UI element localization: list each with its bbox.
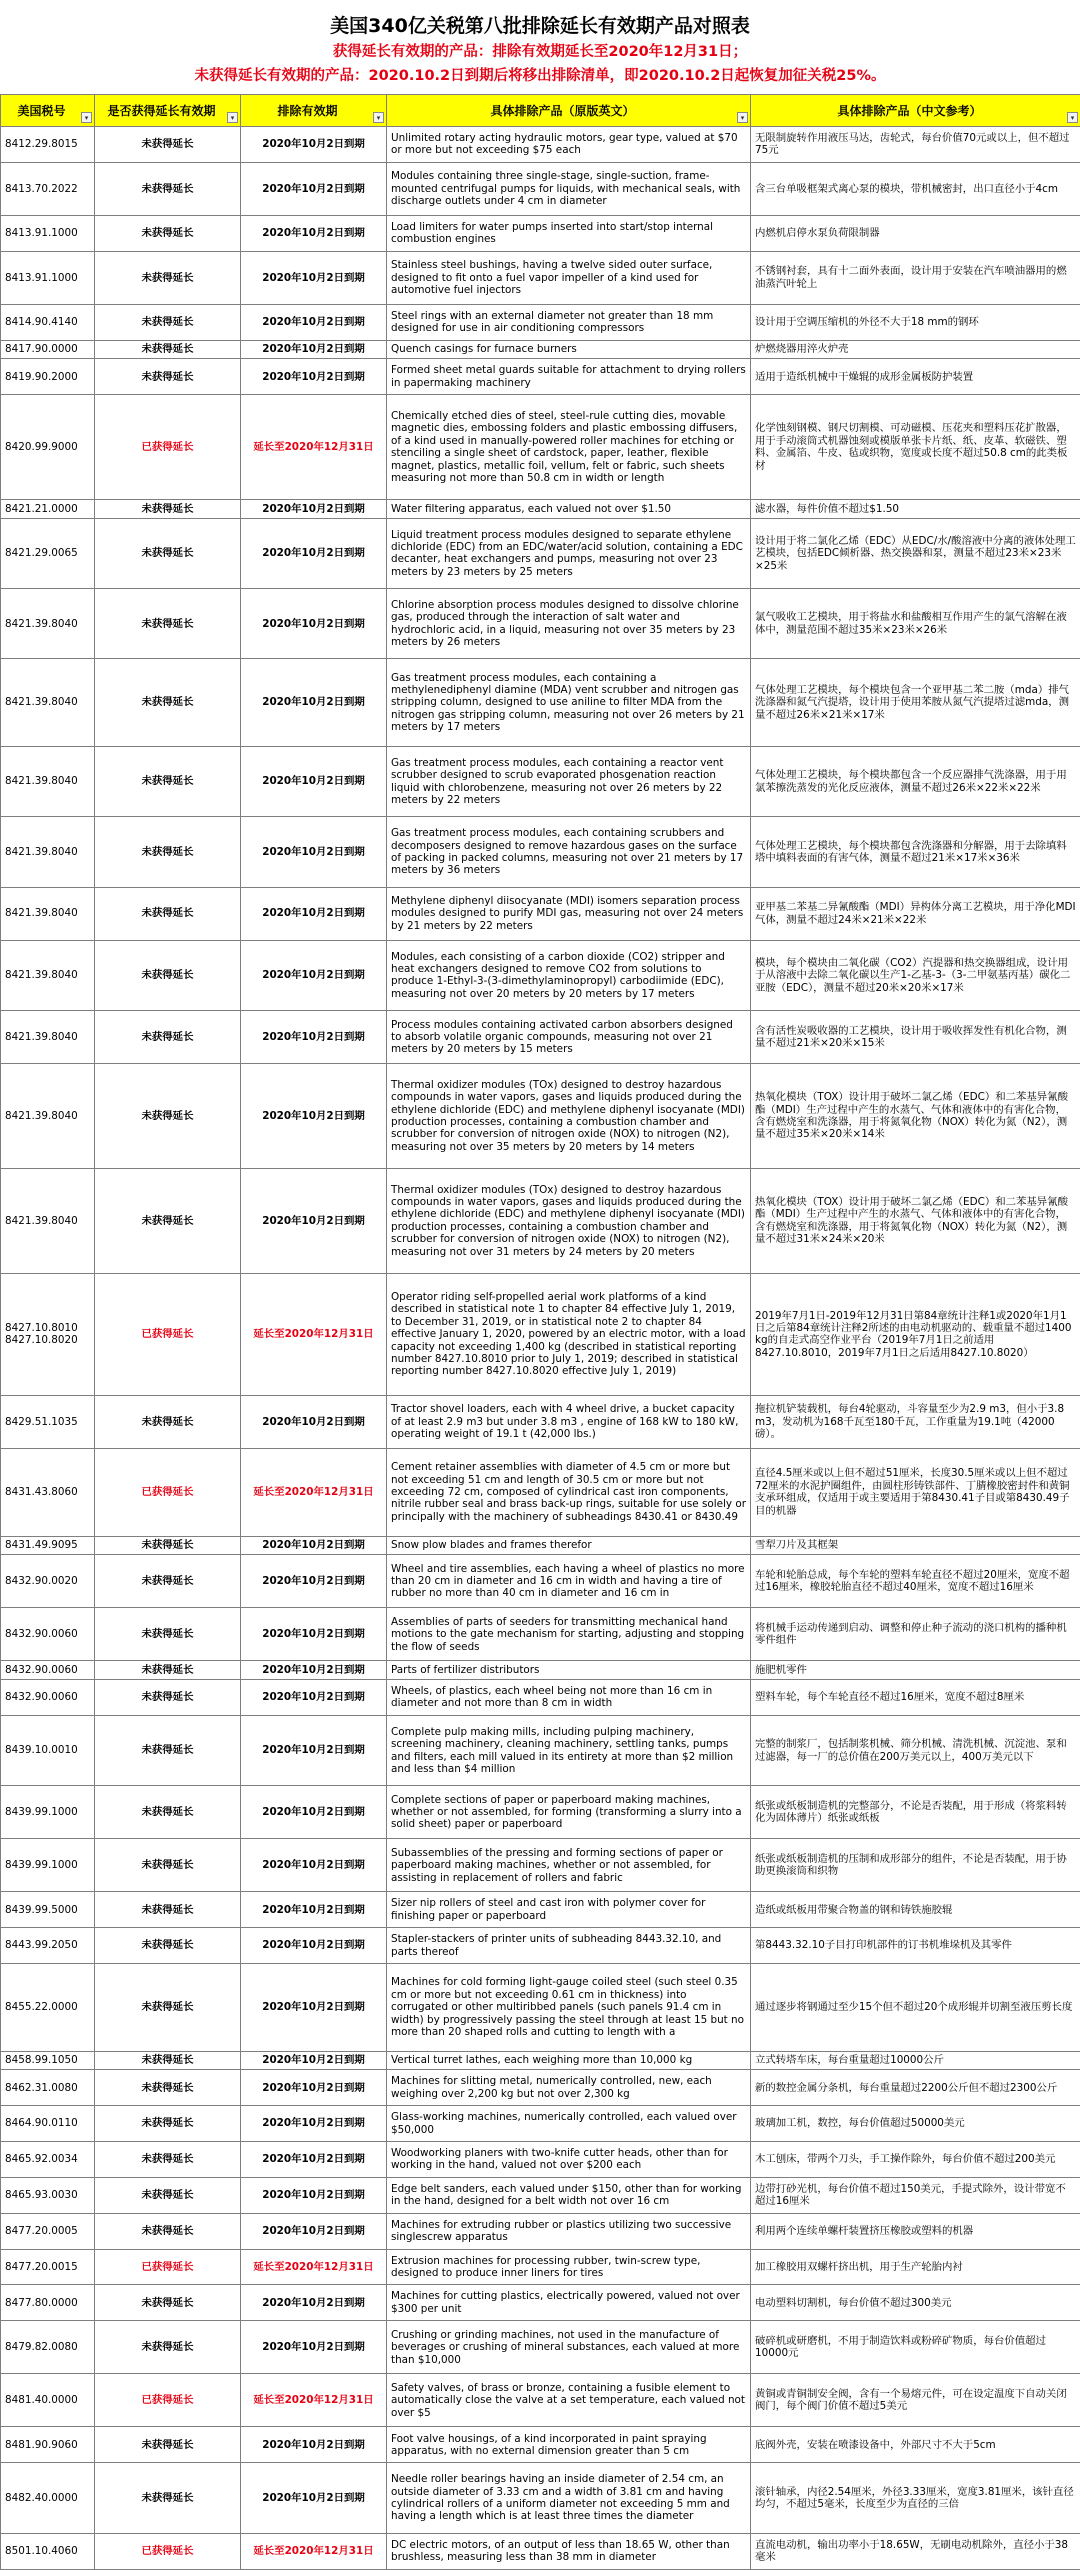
- cell-hts-code[interactable]: 8421.29.0065: [1, 518, 95, 588]
- cell-description-english[interactable]: Snow plow blades and frames therefor: [387, 1536, 751, 1555]
- cell-validity-date[interactable]: 2020年10月2日到期: [241, 162, 387, 215]
- cell-extension-status[interactable]: 未获得延长: [95, 1679, 241, 1715]
- table-row: [1, 2374, 1080, 2427]
- cell-extension-status[interactable]: 未获得延长: [95, 2213, 241, 2249]
- cell-description-chinese[interactable]: 纸张或纸板制造机的完整部分，不论是否装配，用于形成（将浆料转化为固体薄片）纸张或纸板: [751, 1786, 1080, 1839]
- cell-hts-code[interactable]: 8417.90.0000: [1, 340, 95, 359]
- table-row: [1, 1661, 1080, 1680]
- cell-validity-date[interactable]: 2020年10月2日到期: [241, 1661, 387, 1680]
- cell-extension-status[interactable]: 未获得延长: [95, 589, 241, 659]
- cell-hts-code[interactable]: 8413.91.1000: [1, 251, 95, 304]
- table-row: [1, 1892, 1080, 1928]
- cell-hts-code[interactable]: 8421.39.8040: [1, 1168, 95, 1273]
- cell-description-chinese[interactable]: 热氧化模块（TOX）设计用于破坏二氯乙烯（EDC）和二苯基异氰酸酯（MDI）生产过程中产生的水蒸气、气体和液体中的有害化合物，含有燃烧室和洗涤器，用于将氮氧化物（NOX）转化为氮（N2），测量不超过31米×24米×20米: [751, 1168, 1080, 1273]
- table-row: [1, 817, 1080, 887]
- cell-hts-code[interactable]: 8421.39.8040: [1, 589, 95, 659]
- column-header-label: 排除有效期: [277, 104, 338, 118]
- cell-validity-date[interactable]: 2020年10月2日到期: [241, 1715, 387, 1785]
- table-row: [1, 2177, 1080, 2213]
- column-header-label: 具体排除产品（原版英文）: [490, 104, 635, 118]
- cell-hts-code[interactable]: 8413.70.2022: [1, 162, 95, 215]
- cell-extension-status[interactable]: 未获得延长: [95, 2285, 241, 2321]
- cell-description-english[interactable]: Foot valve housings, of a kind incorporated in paint spraying apparatus, with no external dimension greater than 5 cm: [387, 2427, 751, 2463]
- cell-description-english[interactable]: Subassemblies of the pressing and forming sections of paper or paperboard making machines, whether or not assembled, for assisting in replacement of rollers and fabric: [387, 1839, 751, 1892]
- cell-description-chinese[interactable]: 拖拉机铲装载机，每台4轮驱动，斗容量至少为2.9 m3，但小于3.8 m3，发动机为168千瓦至180千瓦，工作重量为19.1吨（42000磅）。: [751, 1395, 1080, 1448]
- cell-extension-status[interactable]: 未获得延长: [95, 2106, 241, 2142]
- cell-description-english[interactable]: Load limiters for water pumps inserted into start/stop internal combustion engines: [387, 215, 751, 251]
- cell-extension-status[interactable]: 未获得延长: [95, 215, 241, 251]
- cell-extension-status[interactable]: 已获得延长: [95, 395, 241, 500]
- cell-hts-code[interactable]: 8481.40.0000: [1, 2374, 95, 2427]
- cell-description-english[interactable]: Wheels, of plastics, each wheel being not more than 16 cm in diameter and not more than 8 cm in width: [387, 1679, 751, 1715]
- cell-validity-date[interactable]: 2020年10月2日到期: [241, 2213, 387, 2249]
- cell-description-english[interactable]: Assemblies of parts of seeders for transmitting mechanical hand motions to the gate mechanism for starting, adjusting and stopping the flow of seeds: [387, 1608, 751, 1661]
- cell-extension-status[interactable]: 未获得延长: [95, 2463, 241, 2533]
- cell-validity-date[interactable]: 2020年10月2日到期: [241, 887, 387, 940]
- cell-hts-code[interactable]: 8464.90.0110: [1, 2106, 95, 2142]
- cell-hts-code[interactable]: 8462.31.0080: [1, 2070, 95, 2106]
- cell-validity-date[interactable]: 2020年10月2日到期: [241, 589, 387, 659]
- cell-description-chinese[interactable]: 电动塑料切割机，每台价值不超过300美元: [751, 2285, 1080, 2321]
- table-row: [1, 2463, 1080, 2533]
- cell-description-chinese[interactable]: 纸张或纸板制造机的压制和成形部分的组件，不论是否装配，用于协助更换滚筒和织物: [751, 1839, 1080, 1892]
- cell-extension-status[interactable]: 未获得延长: [95, 1786, 241, 1839]
- cell-extension-status[interactable]: 已获得延长: [95, 2249, 241, 2285]
- cell-description-chinese[interactable]: 通过逐步将钢通过至少15个但不超过20个成形辊并切割至液压剪长度: [751, 1964, 1080, 2052]
- table-row: [1, 659, 1080, 747]
- cell-extension-status[interactable]: 已获得延长: [95, 1448, 241, 1536]
- table-row: [1, 2249, 1080, 2285]
- cell-description-chinese[interactable]: 气体处理工艺模块，每个模块包含一个亚甲基二苯二胺（mda）排气洗涤器和氮气汽提塔，设计用于使用苯胺从氮气汽提塔过滤mda，测量不超过26米×21米×17米: [751, 659, 1080, 747]
- cell-validity-date[interactable]: 2020年10月2日到期: [241, 2321, 387, 2374]
- cell-description-chinese[interactable]: 木工刨床，带两个刀头，手工操作除外，每台价值不超过200美元: [751, 2142, 1080, 2178]
- cell-hts-code[interactable]: 8432.90.0060: [1, 1661, 95, 1680]
- cell-description-chinese[interactable]: 热氧化模块（TOX）设计用于破坏二氯乙烯（EDC）和二苯基异氰酸酯（MDI）生产过程中产生的水蒸气、气体和液体中的有害化合物，含有燃烧室和洗涤器，用于将氮氧化物（NOX）转化为氮（N2），测量不超过35米×20米×14米: [751, 1064, 1080, 1169]
- cell-description-english[interactable]: Gas treatment process modules, each containing a methylenediphenyl diamine (MDA) vent scrubber and nitrogen gas stripping column, designed to use aniline to filter MDA from the nitrogen gas stripping column, measuring not over 26 meters by 21 meters by 17 meters: [387, 659, 751, 747]
- cell-extension-status[interactable]: 已获得延长: [95, 2533, 241, 2569]
- cell-validity-date[interactable]: 2020年10月2日到期: [241, 340, 387, 359]
- table-row: [1, 2213, 1080, 2249]
- cell-hts-code[interactable]: 8432.90.0060: [1, 1608, 95, 1661]
- cell-description-english[interactable]: Stapler-stackers of printer units of subheading 8443.32.10, and parts thereof: [387, 1928, 751, 1964]
- cell-description-chinese[interactable]: 第8443.32.10子目打印机部件的订书机堆垛机及其零件: [751, 1928, 1080, 1964]
- cell-hts-code[interactable]: 8465.93.0030: [1, 2177, 95, 2213]
- cell-description-english[interactable]: Modules, each consisting of a carbon dioxide (CO2) stripper and heat exchangers designed to remove CO2 from solutions to produce 1-Ethyl-3-(3-dimethylaminopropyl) carbodiimide (EDC), measuring not over 20 meters by 20 meters by 17 meters: [387, 940, 751, 1010]
- subtitle-not-extended: 未获得延长有效期的产品：2020.10.2日到期后将移出排除清单，即2020.10.2日起恢复加征关税25%。: [194, 68, 886, 84]
- table-row: [1, 2106, 1080, 2142]
- table-row: [1, 1679, 1080, 1715]
- table-row: [1, 518, 1080, 588]
- cell-validity-date[interactable]: 2020年10月2日到期: [241, 1964, 387, 2052]
- filter-dropdown-icon[interactable]: ▾: [227, 112, 238, 123]
- cell-description-english[interactable]: Complete sections of paper or paperboard making machines, whether or not assembled, for forming (transforming a slurry into a solid sheet) paper or paperboard: [387, 1786, 751, 1839]
- cell-validity-date[interactable]: 2020年10月2日到期: [241, 659, 387, 747]
- cell-hts-code[interactable]: 8439.10.0010: [1, 1715, 95, 1785]
- cell-extension-status[interactable]: 已获得延长: [95, 2374, 241, 2427]
- cell-description-chinese[interactable]: 立式转塔车床，每台重量超过10000公斤: [751, 2051, 1080, 2070]
- cell-description-english[interactable]: Cement retainer assemblies with diameter of 4.5 cm or more but not exceeding 51 cm and length of 30.5 cm or more but not exceeding 72 cm, composed of cylindrical cast iron components, nitrile rubber seal and brass back-up rings, suitable for use solely or principally with the machinery of subheadings 8430.41 or 8430.49: [387, 1448, 751, 1536]
- cell-validity-date[interactable]: 2020年10月2日到期: [241, 1395, 387, 1448]
- cell-validity-date[interactable]: 2020年10月2日到期: [241, 304, 387, 340]
- table-row: [1, 589, 1080, 659]
- cell-validity-date[interactable]: 2020年10月2日到期: [241, 359, 387, 395]
- table-row: [1, 2142, 1080, 2178]
- cell-validity-date[interactable]: 2020年10月2日到期: [241, 2070, 387, 2106]
- cell-description-chinese[interactable]: 含有活性炭吸收器的工艺模块，设计用于吸收挥发性有机化合物，测量不超过21米×20米×15米: [751, 1011, 1080, 1064]
- cell-hts-code[interactable]: 8479.82.0080: [1, 2321, 95, 2374]
- cell-description-english[interactable]: Machines for cutting plastics, electrically powered, valued not over $300 per unit: [387, 2285, 751, 2321]
- table-row: [1, 2051, 1080, 2070]
- cell-extension-status[interactable]: 未获得延长: [95, 1715, 241, 1785]
- table-row: [1, 2533, 1080, 2569]
- cell-hts-code[interactable]: 8477.20.0005: [1, 2213, 95, 2249]
- table-row: [1, 251, 1080, 304]
- cell-description-chinese[interactable]: 无限制旋转作用液压马达，齿轮式，每台价值70元或以上，但不超过75元: [751, 127, 1080, 163]
- table-row: [1, 1273, 1080, 1395]
- cell-extension-status[interactable]: 未获得延长: [95, 1555, 241, 1608]
- cell-validity-date[interactable]: 2020年10月2日到期: [241, 127, 387, 163]
- cell-description-english[interactable]: Chlorine absorption process modules designed to dissolve chlorine gas, produced through the interaction of salt water and hydrochloric acid, in a liquid, measuring not over 35 meters by 23 meters by 26 meters: [387, 589, 751, 659]
- column-header-hts-code[interactable]: [1, 95, 95, 127]
- cell-hts-code[interactable]: 8421.39.8040: [1, 746, 95, 816]
- cell-description-english[interactable]: Needle roller bearings having an inside diameter of 2.54 cm, an outside diameter of 3.33 cm and a width of 3.81 cm and having cylindrical rollers of a uniform diameter not exceeding 5 mm and having a length which is at least three times the diameter: [387, 2463, 751, 2533]
- cell-description-chinese[interactable]: 氯气吸收工艺模块，用于将盐水和盐酸相互作用产生的氯气溶解在液体中，测量范围不超过35米×23米×26米: [751, 589, 1080, 659]
- cell-extension-status[interactable]: 未获得延长: [95, 251, 241, 304]
- cell-hts-code[interactable]: 8421.39.8040: [1, 887, 95, 940]
- cell-description-chinese[interactable]: 直流电动机，输出功率小于18.65W，无刷电动机除外，直径小于38毫米: [751, 2533, 1080, 2569]
- cell-hts-code[interactable]: 8420.99.9000: [1, 395, 95, 500]
- cell-extension-status[interactable]: 未获得延长: [95, 1928, 241, 1964]
- cell-validity-date[interactable]: 2020年10月2日到期: [241, 518, 387, 588]
- cell-extension-status[interactable]: 未获得延长: [95, 2321, 241, 2374]
- table-row: [1, 2285, 1080, 2321]
- cell-description-english[interactable]: Formed sheet metal guards suitable for attachment to drying rollers in papermaking machinery: [387, 359, 751, 395]
- cell-description-chinese[interactable]: 适用于造纸机械中干燥辊的成形金属板防护装置: [751, 359, 1080, 395]
- cell-hts-code[interactable]: 8413.91.1000: [1, 215, 95, 251]
- cell-validity-date[interactable]: 2020年10月2日到期: [241, 1608, 387, 1661]
- cell-validity-date[interactable]: 2020年10月2日到期: [241, 2051, 387, 2070]
- header-row: [1, 95, 1080, 127]
- cell-validity-date[interactable]: 2020年10月2日到期: [241, 1011, 387, 1064]
- cell-hts-code[interactable]: 8477.20.0015: [1, 2249, 95, 2285]
- cell-extension-status[interactable]: 未获得延长: [95, 1608, 241, 1661]
- cell-hts-code[interactable]: 8439.99.5000: [1, 1892, 95, 1928]
- cell-description-english[interactable]: Woodworking planers with two-knife cutter heads, other than for working in the hand, valued not over $200 each: [387, 2142, 751, 2178]
- cell-description-chinese[interactable]: 车轮和轮胎总成，每个车轮的塑料车轮直径不超过20厘米，宽度不超过16厘米，橡胶轮胎直径不超过40厘米，宽度不超过16厘米: [751, 1555, 1080, 1608]
- column-header-english[interactable]: [387, 95, 751, 127]
- cell-description-chinese[interactable]: 新的数控金属分条机，每台重量超过2200公斤但不超过2300公斤: [751, 2070, 1080, 2106]
- cell-description-english[interactable]: Safety valves, of brass or bronze, containing a fusible element to automatically close the valve at a set temperature, each valued not over $5: [387, 2374, 751, 2427]
- cell-description-english[interactable]: Thermal oxidizer modules (TOx) designed to destroy hazardous compounds in water vapors, gases and liquids produced during the ethylene dichloride (EDC) and methylene diphenyl isocyanate (MDI) production processes, containing a combustion chamber and scrubber for conversion of nitrogen oxide (NOX) to nitrogen (N2), measuring not over 35 meters by 20 meters by 14 meters: [387, 1064, 751, 1169]
- cell-validity-date[interactable]: 2020年10月2日到期: [241, 2177, 387, 2213]
- cell-description-chinese[interactable]: 边带打砂光机，每台价值不超过150美元，手提式除外，设计带宽不超过16厘米: [751, 2177, 1080, 2213]
- cell-extension-status[interactable]: 未获得延长: [95, 127, 241, 163]
- cell-description-chinese[interactable]: 滚针轴承，内径2.54厘米，外径3.33厘米，宽度3.81厘米，该针直径均匀，不超过5毫米，长度至少为直径的三倍: [751, 2463, 1080, 2533]
- cell-hts-code[interactable]: 8439.99.1000: [1, 1786, 95, 1839]
- cell-description-english[interactable]: Quench casings for furnace burners: [387, 340, 751, 359]
- cell-description-chinese[interactable]: 雪犁刀片及其框架: [751, 1536, 1080, 1555]
- column-header-label: 是否获得延长有效期: [107, 104, 216, 118]
- cell-validity-date[interactable]: 2020年10月2日到期: [241, 940, 387, 1010]
- cell-extension-status[interactable]: 未获得延长: [95, 1892, 241, 1928]
- table-row: [1, 2070, 1080, 2106]
- cell-hts-code[interactable]: 8412.29.8015: [1, 127, 95, 163]
- cell-validity-date[interactable]: 2020年10月2日到期: [241, 2142, 387, 2178]
- cell-validity-date[interactable]: 2020年10月2日到期: [241, 1786, 387, 1839]
- exclusion-table: [0, 94, 1080, 2570]
- cell-description-chinese[interactable]: 气体处理工艺模块，每个模块都包含洗涤器和分解器，用于去除填料塔中填料表面的有害气体，测量不超过21米×17米×36米: [751, 817, 1080, 887]
- table-row: [1, 940, 1080, 1010]
- cell-validity-date[interactable]: 2020年10月2日到期: [241, 2463, 387, 2533]
- cell-validity-date[interactable]: 2020年10月2日到期: [241, 251, 387, 304]
- cell-extension-status[interactable]: 已获得延长: [95, 1273, 241, 1395]
- table-row: [1, 746, 1080, 816]
- column-header-validity[interactable]: [241, 95, 387, 127]
- cell-description-chinese[interactable]: 施肥机零件: [751, 1661, 1080, 1680]
- cell-description-english[interactable]: Liquid treatment process modules designed to separate ethylene dichloride (EDC) from an EDC/water/acid solution, containing a EDC decanter, heat exchangers and pumps, measuring not over 23 meters by 23 meters by 25 meters: [387, 518, 751, 588]
- cell-hts-code[interactable]: 8421.39.8040: [1, 817, 95, 887]
- cell-extension-status[interactable]: 未获得延长: [95, 1064, 241, 1169]
- cell-description-english[interactable]: Machines for extruding rubber or plastics utilizing two successive singlescrew apparatus: [387, 2213, 751, 2249]
- cell-description-chinese[interactable]: 设计用于空调压缩机的外径不大于18 mm的钢环: [751, 304, 1080, 340]
- cell-hts-code[interactable]: 8421.39.8040: [1, 659, 95, 747]
- filter-dropdown-icon[interactable]: ▾: [373, 112, 384, 123]
- cell-description-english[interactable]: Edge belt sanders, each valued under $150, other than for working in the hand, designed for a belt width not over 16 cm: [387, 2177, 751, 2213]
- cell-validity-date[interactable]: 2020年10月2日到期: [241, 817, 387, 887]
- cell-extension-status[interactable]: 未获得延长: [95, 162, 241, 215]
- cell-description-english[interactable]: Stainless steel bushings, having a twelve sided outer surface, designed to fit onto a fuel vapor impeller of a kind used for automotive fuel injectors: [387, 251, 751, 304]
- cell-description-chinese[interactable]: 将机械手运动传递到启动、调整和停止种子流动的浇口机构的播种机零件组件: [751, 1608, 1080, 1661]
- cell-description-chinese[interactable]: 内燃机启停水泵负荷限制器: [751, 215, 1080, 251]
- cell-hts-code[interactable]: 8458.99.1050: [1, 2051, 95, 2070]
- cell-description-english[interactable]: Vertical turret lathes, each weighing more than 10,000 kg: [387, 2051, 751, 2070]
- table-row: [1, 2321, 1080, 2374]
- cell-validity-date[interactable]: 2020年10月2日到期: [241, 2285, 387, 2321]
- cell-description-chinese[interactable]: 气体处理工艺模块，每个模块都包含一个反应器排气洗涤器，用于用氯苯擦洗蒸发的光化反应液体，测量不超过26米×22米×22米: [751, 746, 1080, 816]
- cell-validity-date[interactable]: 2020年10月2日到期: [241, 2427, 387, 2463]
- cell-validity-date[interactable]: 延长至2020年12月31日: [241, 2249, 387, 2285]
- column-header-label: 美国税号: [17, 104, 66, 118]
- cell-validity-date[interactable]: 2020年10月2日到期: [241, 215, 387, 251]
- cell-description-chinese[interactable]: 造纸或纸板用带聚合物盖的钢和铸铁施胶辊: [751, 1892, 1080, 1928]
- table-row: [1, 1395, 1080, 1448]
- cell-extension-status[interactable]: 未获得延长: [95, 2051, 241, 2070]
- cell-description-chinese[interactable]: 加工橡胶用双螺杆挤出机，用于生产轮胎内衬: [751, 2249, 1080, 2285]
- table-row: [1, 215, 1080, 251]
- cell-extension-status[interactable]: 未获得延长: [95, 500, 241, 519]
- cell-hts-code[interactable]: 8421.21.0000: [1, 500, 95, 519]
- table-row: [1, 1608, 1080, 1661]
- filter-dropdown-icon[interactable]: ▾: [1067, 112, 1078, 123]
- table-row: [1, 162, 1080, 215]
- cell-validity-date[interactable]: 2020年10月2日到期: [241, 1839, 387, 1892]
- cell-extension-status[interactable]: 未获得延长: [95, 2070, 241, 2106]
- cell-extension-status[interactable]: 未获得延长: [95, 1168, 241, 1273]
- cell-hts-code[interactable]: 8431.49.9095: [1, 1536, 95, 1555]
- column-header-extended[interactable]: [95, 95, 241, 127]
- cell-description-english[interactable]: Thermal oxidizer modules (TOx) designed to destroy hazardous compounds in water vapors, gases and liquids produced during the ethylene dichloride (EDC) and methylene diphenyl isocyanate (MDI) production processes, containing a combustion chamber and scrubber for conversion of nitrogen oxide (NOX) to nitrogen (N2), measuring not over 31 meters by 24 meters by 20 meters: [387, 1168, 751, 1273]
- cell-description-english[interactable]: Process modules containing activated carbon absorbers designed to absorb volatile organic compounds, measuring not over 21 meters by 20 meters by 15 meters: [387, 1011, 751, 1064]
- cell-validity-date[interactable]: 延长至2020年12月31日: [241, 1448, 387, 1536]
- table-row: [1, 395, 1080, 500]
- cell-hts-code[interactable]: 8421.39.8040: [1, 1011, 95, 1064]
- table-row: [1, 359, 1080, 395]
- cell-hts-code[interactable]: 8432.90.0060: [1, 1679, 95, 1715]
- cell-validity-date[interactable]: 2020年10月2日到期: [241, 1892, 387, 1928]
- cell-extension-status[interactable]: 未获得延长: [95, 1964, 241, 2052]
- cell-hts-code[interactable]: 8481.90.9060: [1, 2427, 95, 2463]
- cell-validity-date[interactable]: 延长至2020年12月31日: [241, 1273, 387, 1395]
- cell-extension-status[interactable]: 未获得延长: [95, 2177, 241, 2213]
- cell-validity-date[interactable]: 2020年10月2日到期: [241, 500, 387, 519]
- cell-description-english[interactable]: Methylene diphenyl diisocyanate (MDI) isomers separation process modules designed to purify MDI gas, measuring not over 24 meters by 21 meters by 22 meters: [387, 887, 751, 940]
- cell-validity-date[interactable]: 2020年10月2日到期: [241, 1679, 387, 1715]
- cell-extension-status[interactable]: 未获得延长: [95, 2427, 241, 2463]
- cell-validity-date[interactable]: 2020年10月2日到期: [241, 746, 387, 816]
- cell-description-chinese[interactable]: 2019年7月1日-2019年12月31日第84章统计注释1或2020年1月1日之后第84章统计注释2所述的由电动机驱动的、载重量不超过1400 kg的自走式高空作业平台（2019年7月1日之前适用8427.10.8010，2019年7月1日之后适用8427.10.8020）: [751, 1273, 1080, 1395]
- column-header-label: 具体排除产品（中文参考）: [837, 104, 982, 118]
- cell-extension-status[interactable]: 未获得延长: [95, 340, 241, 359]
- cell-description-chinese[interactable]: 塑料车轮，每个车轮直径不超过16厘米，宽度不超过8厘米: [751, 1679, 1080, 1715]
- cell-description-english[interactable]: Machines for slitting metal, numerically controlled, new, each weighing over 2,200 kg but not over 2,300 kg: [387, 2070, 751, 2106]
- cell-hts-code[interactable]: 8501.10.4060: [1, 2533, 95, 2569]
- cell-validity-date[interactable]: 2020年10月2日到期: [241, 1168, 387, 1273]
- cell-description-english[interactable]: Unlimited rotary acting hydraulic motors, gear type, valued at $70 or more but not exceeding $75 each: [387, 127, 751, 163]
- cell-description-chinese[interactable]: 炉燃烧器用淬火炉壳: [751, 340, 1080, 359]
- cell-validity-date[interactable]: 2020年10月2日到期: [241, 1928, 387, 1964]
- cell-description-chinese[interactable]: 底阀外壳，安装在喷漆设备中，外部尺寸不大于5cm: [751, 2427, 1080, 2463]
- cell-description-english[interactable]: Water filtering apparatus, each valued not over $1.50: [387, 500, 751, 519]
- cell-description-english[interactable]: Gas treatment process modules, each containing scrubbers and decomposers designed to remove hazardous gases on the surface of packing in packed columns, measuring not over 21 meters by 17 meters by 36 meters: [387, 817, 751, 887]
- cell-extension-status[interactable]: 未获得延长: [95, 1395, 241, 1448]
- cell-hts-code[interactable]: 8429.51.1035: [1, 1395, 95, 1448]
- cell-hts-code[interactable]: 8431.43.8060: [1, 1448, 95, 1536]
- subtitle-extended: 获得延长有效期的产品：排除有效期延长至2020年12月31日；: [332, 44, 748, 60]
- table-row: [1, 500, 1080, 519]
- cell-validity-date[interactable]: 2020年10月2日到期: [241, 1064, 387, 1169]
- cell-description-english[interactable]: Glass-working machines, numerically controlled, each valued over $50,000: [387, 2106, 751, 2142]
- table-row: [1, 1011, 1080, 1064]
- cell-extension-status[interactable]: 未获得延长: [95, 659, 241, 747]
- cell-extension-status[interactable]: 未获得延长: [95, 940, 241, 1010]
- cell-description-chinese[interactable]: 破碎机或研磨机，不用于制造饮料或粉碎矿物质，每台价值超过10000元: [751, 2321, 1080, 2374]
- cell-hts-code[interactable]: 8414.90.4140: [1, 304, 95, 340]
- cell-description-english[interactable]: Gas treatment process modules, each containing a reactor vent scrubber designed to scrub evaporated phosgenation reaction liquid with chlorobenzene, measuring not over 26 meters by 22 meters by 22 meters: [387, 746, 751, 816]
- cell-hts-code[interactable]: 8432.90.0020: [1, 1555, 95, 1608]
- filter-dropdown-icon[interactable]: ▾: [81, 112, 92, 123]
- cell-description-chinese[interactable]: 亚甲基二苯基二异氰酸酯（MDI）异构体分离工艺模块，用于净化MDI气体，测量不超过24米×21米×22米: [751, 887, 1080, 940]
- cell-extension-status[interactable]: 未获得延长: [95, 1011, 241, 1064]
- cell-description-chinese[interactable]: 不锈钢衬套，具有十二面外表面，设计用于安装在汽车喷油器用的燃油蒸汽叶轮上: [751, 251, 1080, 304]
- cell-description-english[interactable]: Machines for cold forming light-gauge coiled steel (such steel 0.35 cm or more but not exceeding 0.61 cm in thickness) into corrugated or other multiribbed panels (such panels 91.4 cm in width) by progressively passing the steel through at least 15 but no more than 20 shaped rolls and cutting to length with a: [387, 1964, 751, 2052]
- table-row: [1, 1928, 1080, 1964]
- cell-description-english[interactable]: Complete pulp making mills, including pulping machinery, screening machinery, cleaning machinery, settling tanks, pumps and filters, each mill valued in its entirety at more than $2 million and less than $4 million: [387, 1715, 751, 1785]
- table-row: [1, 1786, 1080, 1839]
- cell-description-english[interactable]: Sizer nip rollers of steel and cast iron with polymer cover for finishing paper or paperboard: [387, 1892, 751, 1928]
- cell-extension-status[interactable]: 未获得延长: [95, 746, 241, 816]
- cell-description-chinese[interactable]: 利用两个连续单螺杆装置挤压橡胶或塑料的机器: [751, 2213, 1080, 2249]
- table-row: [1, 1964, 1080, 2052]
- table-row: [1, 887, 1080, 940]
- cell-hts-code[interactable]: 8455.22.0000: [1, 1964, 95, 2052]
- table-row: [1, 1168, 1080, 1273]
- table-row: [1, 340, 1080, 359]
- cell-description-chinese[interactable]: 化学蚀刻钢模、钢尺切割模、可动磁模、压花夹和塑料压花扩散器，用于手动滚筒式机器蚀刻或模版单张卡片纸、纸、皮革、软磁铁、塑料、金属箔、牛皮、毡或织物，宽度或长度不超过50.8 cm的此类板材: [751, 395, 1080, 500]
- cell-description-english[interactable]: Parts of fertilizer distributors: [387, 1661, 751, 1680]
- cell-validity-date[interactable]: 延长至2020年12月31日: [241, 395, 387, 500]
- cell-extension-status[interactable]: 未获得延长: [95, 359, 241, 395]
- table-row: [1, 304, 1080, 340]
- cell-extension-status[interactable]: 未获得延长: [95, 1536, 241, 1555]
- table-row: [1, 1555, 1080, 1608]
- cell-description-english[interactable]: Wheel and tire assemblies, each having a wheel of plastics no more than 20 cm in diameter and 16 cm in width and having a tire of rubber no more than 40 cm in diameter and 16 cm in: [387, 1555, 751, 1608]
- cell-extension-status[interactable]: 未获得延长: [95, 887, 241, 940]
- cell-description-english[interactable]: Steel rings with an external diameter not greater than 18 mm designed for use in air conditioning compressors: [387, 304, 751, 340]
- cell-hts-code[interactable]: 8482.40.0000: [1, 2463, 95, 2533]
- cell-hts-code[interactable]: 8439.99.1000: [1, 1839, 95, 1892]
- table-row: [1, 1064, 1080, 1169]
- cell-description-english[interactable]: Extrusion machines for processing rubber, twin-screw type, designed to produce inner liners for tires: [387, 2249, 751, 2285]
- cell-description-chinese[interactable]: 设计用于将二氯化乙烯（EDC）从EDC/水/酸溶液中分离的液体处理工艺模块，包括EDC倾析器、热交换器和泵，测量不超过23米×23米×25米: [751, 518, 1080, 588]
- cell-description-english[interactable]: Crushing or grinding machines, not used in the manufacture of beverages or crushing of mineral substances, each valued at more than $10,000: [387, 2321, 751, 2374]
- cell-extension-status[interactable]: 未获得延长: [95, 304, 241, 340]
- cell-description-chinese[interactable]: 含三台单吸框架式离心泵的模块，带机械密封，出口直径小于4cm: [751, 162, 1080, 215]
- cell-description-english[interactable]: DC electric motors, of an output of less than 18.65 W, other than brushless, measuring less than 38 mm in diameter: [387, 2533, 751, 2569]
- table-row: [1, 1715, 1080, 1785]
- cell-description-chinese[interactable]: 滤水器，每件价值不超过$1.50: [751, 500, 1080, 519]
- table-row: [1, 1448, 1080, 1536]
- filter-dropdown-icon[interactable]: ▾: [737, 112, 748, 123]
- table-row: [1, 1536, 1080, 1555]
- cell-hts-code[interactable]: 8421.39.8040: [1, 1064, 95, 1169]
- page-title: 美国340亿关税第八批排除延长有效期产品对照表: [330, 15, 750, 37]
- title-area: [0, 0, 1080, 94]
- table-body: [1, 127, 1080, 2570]
- cell-description-chinese[interactable]: 直径4.5厘米或以上但不超过51厘米，长度30.5厘米或以上但不超过72厘米的水泥护圈组件，由圆柱形铸铁部件、丁腈橡胶密封件和黄铜支承环组成，仅适用于或主要适用于第8430.41子目或第8430.49子目的机器: [751, 1448, 1080, 1536]
- cell-hts-code[interactable]: 8427.10.8010 8427.10.8020: [1, 1273, 95, 1395]
- cell-extension-status[interactable]: 未获得延长: [95, 2142, 241, 2178]
- cell-description-chinese[interactable]: 玻璃加工机，数控，每台价值超过50000美元: [751, 2106, 1080, 2142]
- cell-validity-date[interactable]: 延长至2020年12月31日: [241, 2533, 387, 2569]
- cell-validity-date[interactable]: 2020年10月2日到期: [241, 1536, 387, 1555]
- column-header-chinese[interactable]: [751, 95, 1080, 127]
- cell-description-english[interactable]: Chemically etched dies of steel, steel-rule cutting dies, movable magnetic dies, embossing folders and plastic embossing diffusers, of a kind used in manually-powered roller machines for etching or stenciling a single sheet of cardstock, paper, leather, flexible magnet, plastics, metallic foil, vellum, felt or fabric, such sheets measuring not more than 50.8 cm in width or length: [387, 395, 751, 500]
- table-row: [1, 2427, 1080, 2463]
- cell-validity-date[interactable]: 延长至2020年12月31日: [241, 2374, 387, 2427]
- cell-hts-code[interactable]: 8477.80.0000: [1, 2285, 95, 2321]
- cell-extension-status[interactable]: 未获得延长: [95, 518, 241, 588]
- cell-hts-code[interactable]: 8465.92.0034: [1, 2142, 95, 2178]
- table-row: [1, 127, 1080, 163]
- cell-description-chinese[interactable]: 黄铜或青铜制安全阀，含有一个易熔元件，可在设定温度下自动关闭阀门，每个阀门价值不超过5美元: [751, 2374, 1080, 2427]
- cell-validity-date[interactable]: 2020年10月2日到期: [241, 2106, 387, 2142]
- cell-hts-code[interactable]: 8419.90.2000: [1, 359, 95, 395]
- cell-description-english[interactable]: Modules containing three single-stage, single-suction, frame-mounted centrifugal pumps for liquids, with mechanical seals, with discharge outlets under 4 cm in diameter: [387, 162, 751, 215]
- cell-description-chinese[interactable]: 模块，每个模块由二氧化碳（CO2）汽提器和热交换器组成，设计用于从溶液中去除二氧化碳以生产1-乙基-3-（3-二甲氨基丙基）碳化二亚胺（EDC），测量不超过20米×20米×17米: [751, 940, 1080, 1010]
- cell-description-english[interactable]: Operator riding self-propelled aerial work platforms of a kind described in statistical note 1 to chapter 84 effective July 1, 2019, to December 31, 2019, or in statistical note 2 to chapter 84 effective January 1, 2020, powered by an electric motor, with a load capacity not exceeding 1,400 kg (described in statistical reporting number 8427.10.8010 prior to July 1, 2019; described in statistical reporting number 8427.10.8020 effective July 1, 2019): [387, 1273, 751, 1395]
- cell-extension-status[interactable]: 未获得延长: [95, 817, 241, 887]
- cell-hts-code[interactable]: 8443.99.2050: [1, 1928, 95, 1964]
- cell-validity-date[interactable]: 2020年10月2日到期: [241, 1555, 387, 1608]
- cell-hts-code[interactable]: 8421.39.8040: [1, 940, 95, 1010]
- cell-extension-status[interactable]: 未获得延长: [95, 1839, 241, 1892]
- table-row: [1, 1839, 1080, 1892]
- cell-extension-status[interactable]: 未获得延长: [95, 1661, 241, 1680]
- cell-description-english[interactable]: Tractor shovel loaders, each with 4 wheel drive, a bucket capacity of at least 2.9 m3 but under 3.8 m3 , engine of 168 kW to 180 kW, operating weight of 19.1 t (42,000 lbs.): [387, 1395, 751, 1448]
- cell-description-chinese[interactable]: 完整的制浆厂，包括制浆机械、筛分机械、清洗机械、沉淀池、泵和过滤器，每一厂的总价值在200万美元以上，400万美元以下: [751, 1715, 1080, 1785]
